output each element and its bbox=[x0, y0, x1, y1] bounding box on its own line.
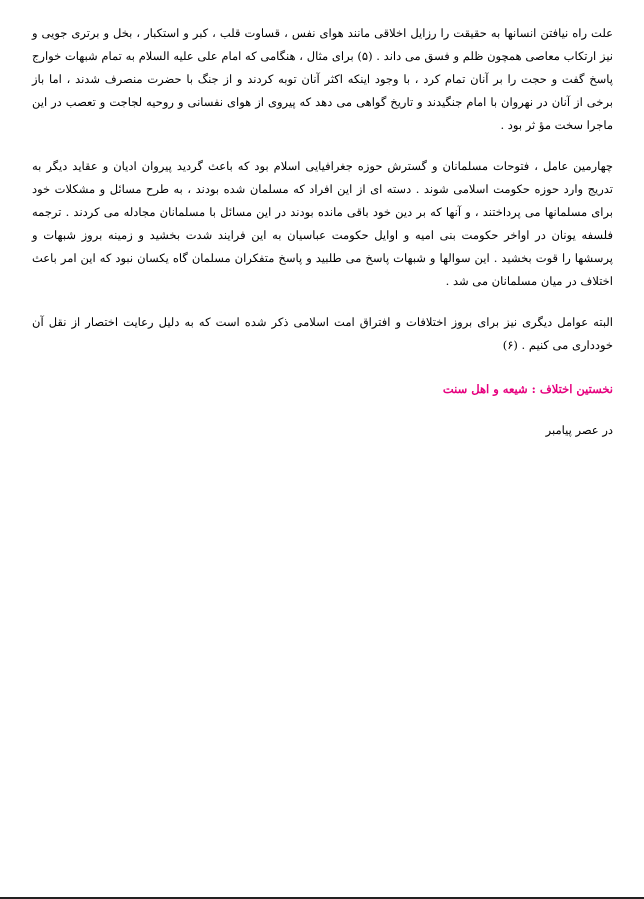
document-body bbox=[32, 22, 613, 442]
paragraph-other-factors: البته عوامل دیگری نیز برای بروز اختلافات و افتراق امت اسلامی ذکر شده است که به دلیل رعایت اختصار از نقل آن خودداری می کنیم . (۶) bbox=[32, 315, 613, 352]
subsection-title: در عصر پیامبر bbox=[545, 423, 613, 437]
paragraph-conquests: چهارمین عامل ، فتوحات مسلمانان و گسترش حوزه جغرافیایی اسلام بود که باعث گردید پیروان ادیان و عقاید دیگر به تدریج وارد حوزه حکومت اسلامی شوند . دسته ای از این افراد که مسلمان شده بودند ، به طرح مسائل و مشکلات خود برای مسلمانها می پرداختند ، و آنها که بر دین خود باقی مانده بودند در این مسائل با مسلمانان مجادله می کردند . ترجمه فلسفه یونان در اواخر حکومت بنی امیه و اوایل حکومت عباسیان به این فرایند شدت بخشید و زمینه بروز شبهات و پرسشها را قوت بخشید . این سوالها و شبهات پاسخ می طلبید و پاسخ متفکران مسلمان گاه یکسان نبود که این امر باعث اختلاف در میان مسلمانان می شد . bbox=[32, 159, 613, 288]
paragraph-moral-causes: علت راه نیافتن انسانها به حقیقت را رزایل اخلاقی مانند هوای نفس ، قساوت قلب ، کبر و استکبار ، بخل و برتری جویی و نیز ارتکاب معاصی همچون ظلم و فسق می داند . (۵) برای مثال ، هنگامی که امام علی علیه السلام به تمام شبهات خوارج پاسخ گفت و حجت را بر آنان تمام کرد ، با وجود اینکه اکثر آنان توبه کردند و از جنگ با حضرت منصرف شدند ، اما باز برخی از آنان در نهروان با امام جنگیدند و تاریخ گواهی می دهد که پیروی از هوای نفسانی و روحیه لجاجت و تعصب در این ماجرا سخت مؤ ثر بود . bbox=[32, 26, 613, 132]
section-heading: نخستین اختلاف : شیعه و اهل سنت bbox=[442, 382, 613, 396]
